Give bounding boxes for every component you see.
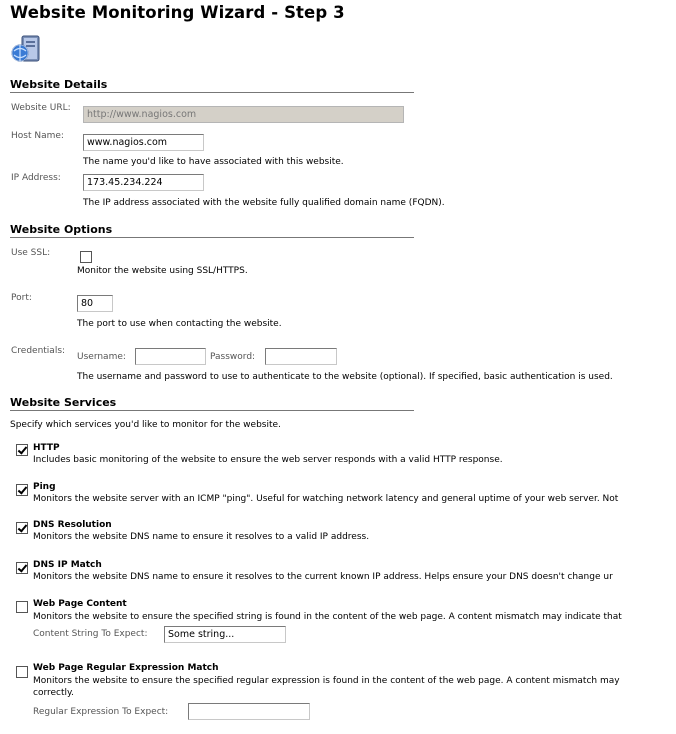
website-url-label: Website URL: [11,103,71,113]
regex-match-checkbox[interactable] [16,666,28,678]
content-string-label: Content String To Expect: [33,629,148,639]
page-title: Website Monitoring Wizard - Step 3 [10,3,345,22]
port-label: Port: [11,293,32,303]
credentials-help: The username and password to use to authenticate to the website (optional). If specified, basic authentication is used. [77,372,613,382]
regex-match-service-name: Web Page Regular Expression Match [33,663,219,673]
host-name-label: Host Name: [11,131,64,141]
dns-ip-match-checkbox[interactable] [16,562,28,574]
username-label: Username: [77,352,126,362]
web-page-content-service-name: Web Page Content [33,599,127,609]
password-label: Password: [210,352,256,362]
web-page-content-checkbox[interactable] [16,601,28,613]
website-monitor-icon [10,32,42,64]
ping-checkbox[interactable] [16,484,28,496]
regex-label: Regular Expression To Expect: [33,707,169,717]
ip-address-label: IP Address: [11,173,61,183]
regex-match-service-desc-cont: correctly. [33,688,74,698]
web-page-content-service-desc: Monitors the website to ensure the specified string is found in the content of the web page. A content mismatch may indicate that [33,612,622,622]
port-input[interactable] [77,295,113,312]
http-checkbox[interactable] [16,444,28,456]
regex-input[interactable] [188,703,310,720]
ip-address-input[interactable] [83,174,204,191]
dns-resolution-checkbox[interactable] [16,522,28,534]
section-divider [10,237,414,238]
host-name-input[interactable] [83,134,204,151]
content-string-input[interactable] [164,626,286,643]
host-name-help: The name you'd like to have associated with this website. [83,157,344,167]
website-url-input[interactable] [83,106,404,123]
regex-match-service-desc: Monitors the website to ensure the specified regular expression is found in the content of the web page. A content mismatch may [33,676,620,686]
ping-service-desc: Monitors the website server with an ICMP "ping". Useful for watching network latency and general uptime of your web server. Not [33,494,619,504]
use-ssl-label: Use SSL: [11,248,51,258]
username-input[interactable] [135,348,206,365]
dns-ip-match-service-name: DNS IP Match [33,560,102,570]
http-service-desc: Includes basic monitoring of the website to ensure the web server responds with a valid HTTP response. [33,455,503,465]
use-ssl-help: Monitor the website using SSL/HTTPS. [77,266,248,276]
use-ssl-checkbox[interactable] [80,251,92,263]
website-options-heading: Website Options [10,223,113,236]
dns-resolution-service-name: DNS Resolution [33,520,112,530]
website-services-heading: Website Services [10,396,117,409]
section-divider [10,410,414,411]
dns-resolution-service-desc: Monitors the website DNS name to ensure it resolves to a valid IP address. [33,532,370,542]
http-service-name: HTTP [33,443,60,453]
ping-service-name: Ping [33,482,56,492]
password-input[interactable] [265,348,337,365]
credentials-label: Credentials: [11,346,66,356]
dns-ip-match-service-desc: Monitors the website DNS name to ensure it resolves to the current known IP address. Helps ensure your DNS doesn't change ur [33,572,613,582]
ip-address-help: The IP address associated with the website fully qualified domain name (FQDN). [83,198,445,208]
section-divider [10,92,414,93]
services-intro: Specify which services you'd like to monitor for the website. [10,420,281,430]
port-help: The port to use when contacting the website. [77,319,282,329]
website-details-heading: Website Details [10,78,108,91]
